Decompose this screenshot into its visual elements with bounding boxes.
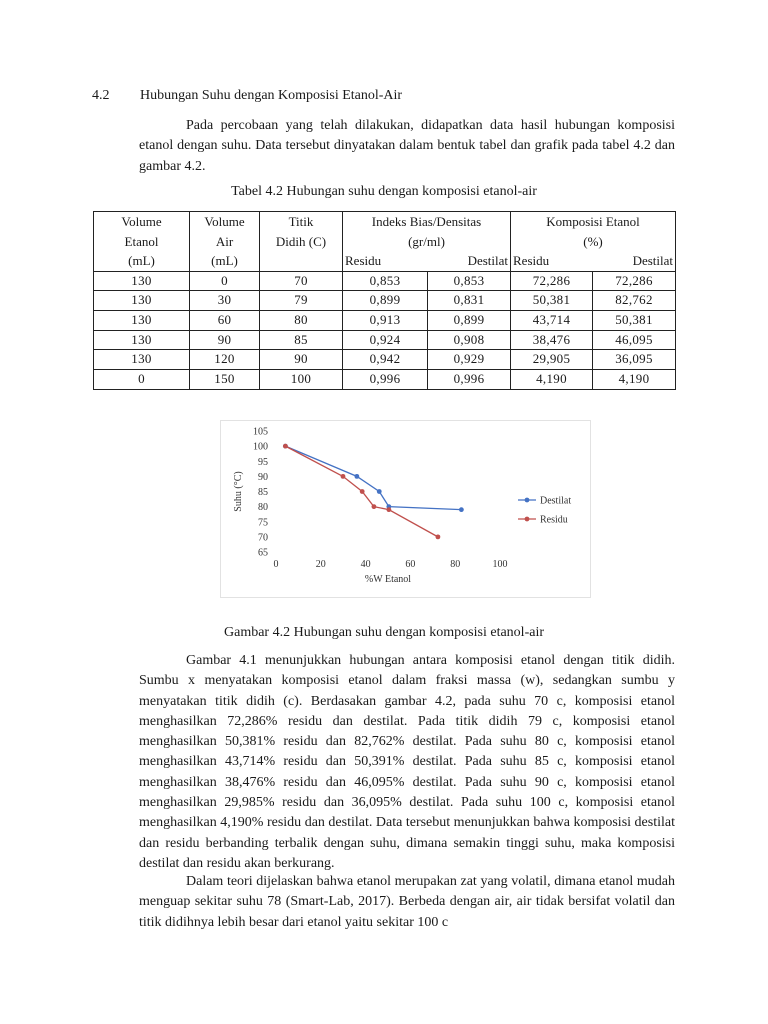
data-point-residu bbox=[386, 507, 391, 512]
data-point-residu bbox=[372, 504, 377, 509]
table-cell: 130 bbox=[94, 291, 190, 311]
table-cell: 130 bbox=[94, 271, 190, 291]
line-chart bbox=[221, 421, 590, 597]
table-cell: 4,190 bbox=[511, 370, 593, 390]
legend-marker bbox=[525, 517, 530, 522]
y-tick-label: 100 bbox=[253, 441, 268, 453]
table-cell: 0,831 bbox=[428, 291, 511, 311]
table-cell: 60 bbox=[190, 310, 260, 330]
data-point-destilat bbox=[459, 507, 464, 512]
table-cell: 85 bbox=[260, 330, 343, 350]
legend-label: Residu bbox=[540, 514, 568, 526]
table-cell: 50,381 bbox=[511, 291, 593, 311]
x-tick-label: 40 bbox=[360, 559, 371, 570]
table-cell: 0,929 bbox=[428, 350, 511, 370]
section-heading bbox=[92, 86, 402, 106]
legend-marker bbox=[525, 498, 530, 503]
table-row bbox=[94, 330, 676, 350]
table-cell: 30 bbox=[190, 291, 260, 311]
header-indeks-bias: Indeks Bias/Densitas (gr/ml) bbox=[343, 212, 511, 252]
x-tick-label: 20 bbox=[315, 559, 326, 570]
table-cell: 36,095 bbox=[593, 350, 676, 370]
chart-figure bbox=[220, 420, 591, 598]
discussion-text: Gambar 4.1 menunjukkan hubungan antara komposisi etanol dengan titik didih. Sumbu x menyatakan komposisi etanol dalam fraksi massa (w), sedangkan sumbu y menyatakan titik didih (c). Berdasakan gambar 4.2, pada suhu 70 c, komposisi etanol menghasilkan 72,286% residu dan destilat. Pada titik didih 79 c, komposisi etanol menghasilkan 50,381% residu dan 82,762% destilat. Pada suhu 80 c, komposisi etanol menghasilkan 43,714% residu dan 50,391% destilat. Pada suhu 85 c, komposisi etanol menghasilkan 38,476% residu dan 46,095% destilat. Pada suhu 90 c, komposisi etanol menghasilkan 29,985% residu dan 36,095% destilat. Pada suhu 100 c, komposisi etanol menghasilkan 4,190% residu dan destilat. Data tersebut menunjukkan bahwa komposisi destilat dan residu berbanding terbalik dengan suhu, dimana semakin tinggi suhu, maka komposisi destilat dan residu akan berkurang. bbox=[139, 653, 675, 871]
y-tick-label: 95 bbox=[258, 456, 268, 468]
table-cell: 0,924 bbox=[343, 330, 428, 350]
table-cell: 50,381 bbox=[593, 310, 676, 330]
theory-paragraph bbox=[139, 872, 675, 933]
table-cell: 0,853 bbox=[343, 271, 428, 291]
table-cell: 0,942 bbox=[343, 350, 428, 370]
y-tick-label: 70 bbox=[258, 532, 268, 544]
table-cell: 0,899 bbox=[428, 310, 511, 330]
table-row bbox=[94, 271, 676, 291]
x-tick-label: 100 bbox=[492, 559, 508, 570]
header-volume-etanol: Volume Etanol (mL) bbox=[94, 212, 190, 272]
header-indeks-destilat: Destilat bbox=[428, 252, 511, 271]
table-cell: 82,762 bbox=[593, 291, 676, 311]
table-cell: 0,908 bbox=[428, 330, 511, 350]
table-cell: 4,190 bbox=[593, 370, 676, 390]
data-point-residu bbox=[283, 444, 288, 449]
discussion-paragraph bbox=[139, 651, 675, 874]
y-tick-label: 65 bbox=[258, 547, 268, 559]
x-tick-label: 80 bbox=[450, 559, 461, 570]
table-cell: 100 bbox=[260, 370, 343, 390]
header-komposisi: Komposisi Etanol (%) bbox=[511, 212, 676, 252]
section-title: Hubungan Suhu dengan Komposisi Etanol-Air bbox=[140, 88, 403, 103]
table-cell: 43,714 bbox=[511, 310, 593, 330]
x-tick-label: 60 bbox=[405, 559, 416, 570]
x-axis-title: %W Etanol bbox=[364, 574, 412, 585]
table-cell: 72,286 bbox=[511, 271, 593, 291]
intro-text: Pada percobaan yang telah dilakukan, didapatkan data hasil hubungan komposisi etanol dengan suhu. Data tersebut dinyatakan dalam bentuk tabel dan grafik pada tabel 4.2 dan gambar 4.2. bbox=[139, 118, 675, 174]
y-tick-label: 85 bbox=[258, 487, 268, 498]
table-row bbox=[94, 310, 676, 330]
table-cell: 150 bbox=[190, 370, 260, 390]
table-cell: 0,899 bbox=[343, 291, 428, 311]
figure-caption: Gambar 4.2 Hubungan suhu dengan komposisi etanol-air bbox=[224, 625, 544, 640]
theory-text: Dalam teori dijelaskan bahwa etanol merupakan zat yang volatil, dimana etanol mudah menguap sekitar suhu 78 (Smart-Lab, 2017). Berbeda dengan air, air tidak bersifat volatil dan titik didihnya lebih besar dari etanol yaitu sekitar 100 c bbox=[139, 874, 675, 930]
table-cell: 0,853 bbox=[428, 271, 511, 291]
table-cell: 0,913 bbox=[343, 310, 428, 330]
table-cell: 90 bbox=[260, 350, 343, 370]
y-axis-title: Suhu (°C) bbox=[233, 471, 244, 512]
table-cell: 80 bbox=[260, 310, 343, 330]
table-row bbox=[94, 370, 676, 390]
header-volume-air: Volume Air (mL) bbox=[190, 212, 260, 272]
legend-label: Destilat bbox=[540, 495, 572, 507]
data-table bbox=[93, 211, 676, 390]
table-cell: 46,095 bbox=[593, 330, 676, 350]
data-point-residu bbox=[360, 489, 365, 494]
y-tick-label: 80 bbox=[258, 502, 268, 514]
table-cell: 90 bbox=[190, 330, 260, 350]
table-cell: 130 bbox=[94, 330, 190, 350]
table-cell: 0,996 bbox=[343, 370, 428, 390]
y-tick-label: 90 bbox=[258, 471, 268, 483]
data-point-residu bbox=[436, 534, 441, 539]
header-komposisi-destilat: Destilat bbox=[593, 252, 676, 271]
section-number: 4.2 bbox=[92, 88, 110, 103]
table-cell: 0,996 bbox=[428, 370, 511, 390]
header-titik-didih: Titik Didih (C) bbox=[260, 212, 343, 272]
table-cell: 29,905 bbox=[511, 350, 593, 370]
table-cell: 72,286 bbox=[593, 271, 676, 291]
series-line-destilat bbox=[285, 446, 461, 510]
data-point-residu bbox=[341, 474, 346, 479]
x-tick-label: 0 bbox=[273, 559, 279, 570]
data-point-destilat bbox=[377, 489, 382, 494]
data-point-destilat bbox=[354, 474, 359, 479]
table-cell: 38,476 bbox=[511, 330, 593, 350]
table-cell: 70 bbox=[260, 271, 343, 291]
header-komposisi-residu: Residu bbox=[511, 252, 593, 271]
table-caption: Tabel 4.2 Hubungan suhu dengan komposisi etanol-air bbox=[231, 184, 537, 199]
table-body bbox=[94, 271, 676, 389]
intro-paragraph bbox=[139, 116, 675, 177]
table-cell: 120 bbox=[190, 350, 260, 370]
table-row bbox=[94, 291, 676, 311]
y-tick-label: 75 bbox=[258, 517, 268, 529]
table-cell: 0 bbox=[190, 271, 260, 291]
table-cell: 130 bbox=[94, 310, 190, 330]
header-indeks-residu: Residu bbox=[343, 252, 428, 271]
y-tick-label: 105 bbox=[253, 426, 268, 438]
table-row bbox=[94, 350, 676, 370]
table-cell: 130 bbox=[94, 350, 190, 370]
table-cell: 79 bbox=[260, 291, 343, 311]
table-cell: 0 bbox=[94, 370, 190, 390]
